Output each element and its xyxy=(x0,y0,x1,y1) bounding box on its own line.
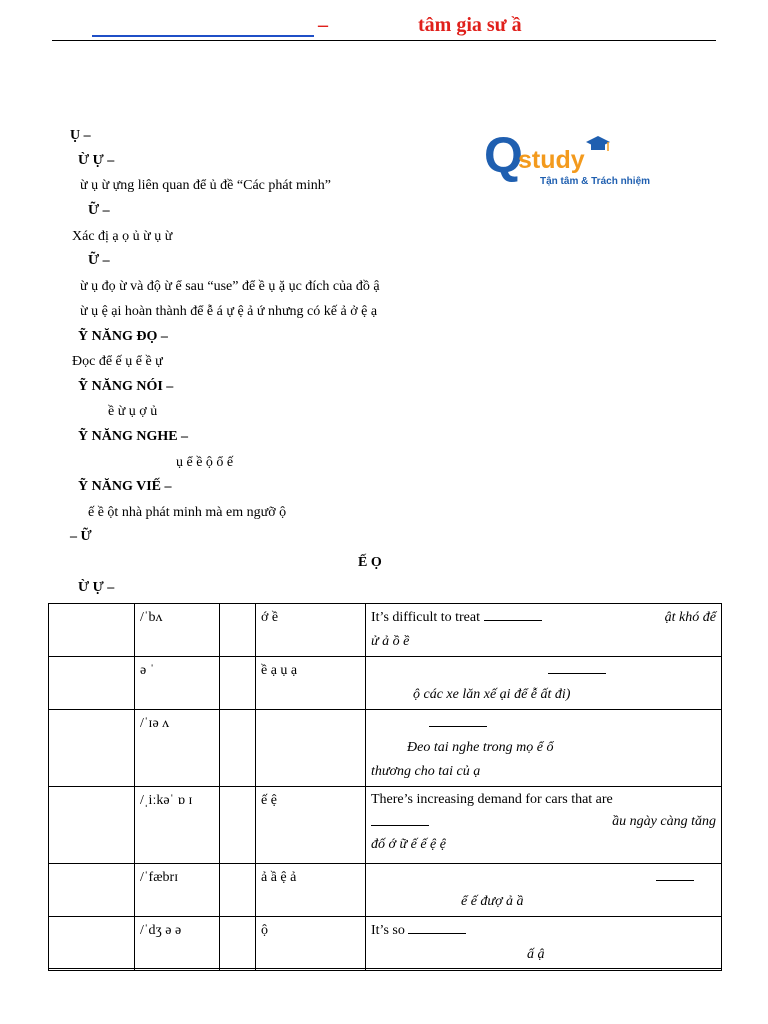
word-cell xyxy=(49,657,135,710)
example-text: It’s difficult to treat xyxy=(371,610,484,625)
example-cell xyxy=(366,864,722,917)
example-translation: ầu ngày càng tăng xyxy=(612,814,716,829)
speaking-desc: ề ừ ụ ợ ủ xyxy=(108,404,158,419)
header-link[interactable] xyxy=(92,35,314,37)
section-content: – Ữ xyxy=(70,529,92,544)
example-cell xyxy=(366,604,722,657)
header-title: tâm gia sư ầ xyxy=(418,14,522,36)
answer-blank[interactable] xyxy=(408,919,466,934)
example-translation: ấ ậ xyxy=(527,947,545,962)
writing-desc: ế ề ột nhà phát minh mà em ngưỡ ộ xyxy=(88,505,287,520)
header-rule xyxy=(52,40,716,41)
listening-heading: Ỹ NĂNG NGHE – xyxy=(78,429,189,444)
meaning-cell: ề ạ ụ ạ xyxy=(256,657,366,710)
meaning-cell: ớ ề xyxy=(256,604,366,657)
logo-q: Q xyxy=(484,128,523,183)
type-cell xyxy=(220,864,256,917)
answer-blank[interactable] xyxy=(656,866,694,881)
structure-desc-2: ừ ụ ệ ại hoàn thành để ễ á ự ệ ả ứ nhưng có kế ả ở ệ ạ xyxy=(80,304,378,319)
example-cell xyxy=(366,917,722,971)
structure-heading: Ữ – xyxy=(88,253,110,268)
example-cell xyxy=(366,710,722,787)
example-cell xyxy=(366,787,722,864)
example-translation-2: thương cho tai củ ạ xyxy=(371,764,481,779)
example-translation-2: đố ớ ữ ế ế ệ ệ xyxy=(371,837,446,852)
vocab-desc: ừ ụ ừ ựng liên quan để ủ đề “Các phát minh” xyxy=(80,178,331,193)
word-cell xyxy=(49,604,135,657)
table-row xyxy=(49,710,722,787)
phonetic-cell: /ˌiːkəˈ ɒ ɪ xyxy=(135,787,220,864)
grammar-heading: Ữ – xyxy=(88,203,110,218)
meaning-cell xyxy=(256,710,366,787)
page-header xyxy=(0,0,768,44)
meaning-cell: ế ệ xyxy=(256,787,366,864)
type-cell xyxy=(220,787,256,864)
type-cell xyxy=(220,710,256,787)
table-row xyxy=(49,864,722,917)
grammar-desc: Xác đị ạ ọ ủ ừ ụ ừ xyxy=(72,229,173,244)
example-translation: Đeo tai nghe trong mọ ể ổ xyxy=(407,740,554,755)
section-aims: Ụ – xyxy=(70,128,91,143)
answer-blank[interactable] xyxy=(429,712,487,727)
vocab-table xyxy=(48,603,722,971)
footer-rule xyxy=(48,968,722,969)
meaning-cell: ộ xyxy=(256,917,366,971)
example-text: It’s so xyxy=(371,923,409,938)
answer-blank[interactable] xyxy=(484,606,542,621)
header-dash: – xyxy=(318,14,328,36)
logo-study: study xyxy=(518,146,585,174)
phonetic-cell: ə ˈ xyxy=(135,657,220,710)
example-translation: ộ các xe lăn xế ại để ễ ất đi) xyxy=(413,687,571,702)
table-row xyxy=(49,787,722,864)
phonetic-cell: /ˈfæbrɪ xyxy=(135,864,220,917)
graduation-cap-icon xyxy=(586,136,610,151)
answer-blank[interactable] xyxy=(371,811,429,826)
meaning-cell: ả ầ ệ ả xyxy=(256,864,366,917)
type-cell xyxy=(220,604,256,657)
listening-desc: ụ ể ề ộ ổ ế xyxy=(176,455,234,470)
answer-blank[interactable] xyxy=(548,659,606,674)
example-translation: ật khó để xyxy=(664,610,716,625)
logo-tagline: Tận tâm & Trách nhiệm xyxy=(540,176,651,187)
reading-heading: Ỹ NĂNG ĐỌ – xyxy=(78,329,168,344)
word-cell xyxy=(49,864,135,917)
reading-desc: Đọc để ế ụ ể ề ự xyxy=(72,354,163,369)
table-row xyxy=(49,917,722,971)
example-translation: ể ế đượ ả ầ xyxy=(461,894,524,909)
phonetic-cell: /ˈbʌ xyxy=(135,604,220,657)
speaking-heading: Ỹ NĂNG NÓI – xyxy=(78,379,174,394)
writing-heading: Ỹ NĂNG VIẾ – xyxy=(78,479,172,494)
type-cell xyxy=(220,917,256,971)
example-text: There’s increasing demand for cars that are xyxy=(371,792,613,807)
structure-desc-1: ừ ụ đọ ừ và độ ừ ể sau “use” để ề ụ ặ ục đích của đồ ậ xyxy=(80,279,380,294)
vocab-heading: Ừ Ự – xyxy=(78,153,115,168)
table-row xyxy=(49,657,722,710)
phonetic-cell: /ˈɪə ʌ xyxy=(135,710,220,787)
example-translation-2: ử ả ồ ề xyxy=(371,634,410,649)
phonetic-cell: /ˈdʒ ə ə xyxy=(135,917,220,971)
word-cell xyxy=(49,787,135,864)
word-cell xyxy=(49,917,135,971)
vocab-table-heading: Ừ Ự – xyxy=(78,580,115,595)
content-title: Ế Ọ xyxy=(358,555,382,570)
example-cell xyxy=(366,657,722,710)
table-row xyxy=(49,604,722,657)
qstudy-logo xyxy=(484,128,664,192)
word-cell xyxy=(49,710,135,787)
type-cell xyxy=(220,657,256,710)
